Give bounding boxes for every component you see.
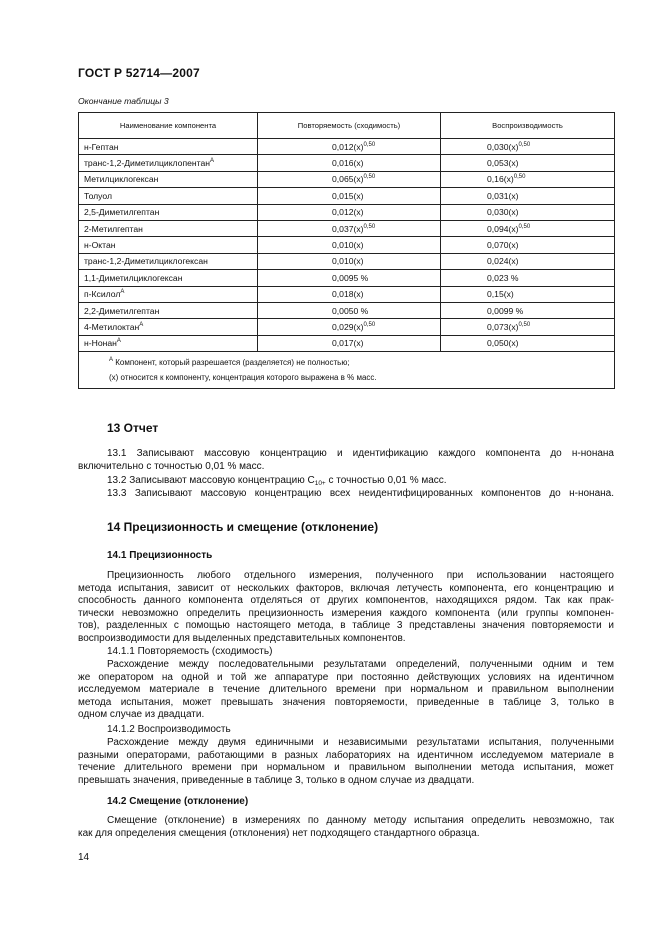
table-row [79,286,615,302]
paragraph-13-3: 13.3 Записывают массовую концентрацию всех неидентифицированных компонентов до н-нонана. [107,487,614,499]
text-line: метода испытания, зависит от нескольких факторов, включая летучесть компонента, его концентрацию и [78,582,614,594]
table-cell: $0,037(x)^{0,50}$ [258,220,441,236]
table-row [79,204,615,220]
table-cell: п-Ксилол$^A$ [79,286,258,302]
table-cell: 0,0095 % [258,270,441,286]
table-cell: 0,050(x) [441,335,615,351]
table-cell: 2,5-Диметилгептан [79,204,258,220]
table-cell: $0,16(x)^{0,50}$ [441,171,615,187]
table-row [79,270,615,286]
section-14-2-body [78,815,614,840]
text-line: тически невозможно определить прецизионность измерения каждого компонента (или группы компонен- [78,607,614,619]
table-cell: 0,031(x) [441,188,615,204]
table-row [79,171,615,187]
text-line: Прецизионность любого отдельного измерения, полученного при использовании настоящего [107,570,614,581]
section-14-1-title: 14.1 Прецизионность [107,550,213,561]
table-row [79,188,615,204]
text-line: Смещение (отклонение) в измерениях по данному методу испытания определить невозможно, так [107,815,614,826]
table-cell: 0,0099 % [441,302,615,318]
table-row [79,139,615,155]
table-cell: 0,016(x) [258,155,441,171]
paragraph-13-1: 13.1 Записывают массовую концентрацию и идентификацию каждого компонента до н-нонана [107,448,614,459]
section-14-1-2-title: 14.1.2 Воспроизводимость [107,724,231,735]
paragraph-13-1-cont: включительно с точностью 0,01 % масс. [78,460,265,472]
table-cell: н-Гептан [79,139,258,155]
table-cell: 0,070(x) [441,237,615,253]
table-cell: $0,094(x)^{0,50}$ [441,220,615,236]
table-cell: 1,1-Диметилциклогексан [79,270,258,286]
table-cell: 0,0050 % [258,302,441,318]
table-cell: $0,030(x)^{0,50}$ [441,139,615,155]
section-13-body [78,448,614,500]
page-number: 14 [78,852,90,863]
section-14-1-1-title: 14.1.1 Повторяемость (сходимость) [107,646,273,657]
table-cell: $0,065(x)^{0,50}$ [258,171,441,187]
components-table [78,112,615,389]
table-cell: Толуол [79,188,258,204]
table-cell: транс-1,2-Диметилциклопентан$^A$ [79,155,258,171]
table-cell: 0,018(x) [258,286,441,302]
text-line: одном случае из двадцати. [78,709,205,721]
text-line: воспроизводимости для выделенных представительных компонентов. [78,632,406,644]
table-cell: 2,2-Диметилгептан [79,302,258,318]
table-cell: 0,012(x) [258,204,441,220]
table-cell: $0,012(x)^{0,50}$ [258,139,441,155]
text-line: течение длительного времени при нормальном и правильном выполнении метода испытания, может [78,762,614,774]
table-notes-row [79,352,615,389]
table-cell: Метилциклогексан [79,171,258,187]
table-cell: транс-1,2-Диметилциклогексан [79,253,258,269]
note-a: $^A$ Компонент, который разрешается (разделяется) не полностью; [109,357,350,368]
table-cell: 0,015(x) [258,188,441,204]
text-line: способность данного компонента отделяться от других компонентов, находящихся рядом. Так как прак- [78,595,614,607]
text-line: разными операторами, работающими в разных лабораториях на идентичном исследуемом материале в [78,749,614,761]
table-cell: $0,029(x)^{0,50}$ [258,319,441,335]
text-line: же оператором на одной и той же аппаратуре при постоянно действующих условиях на идентичном [78,671,614,683]
table-header-row [79,113,615,139]
table-row [79,319,615,335]
table-cell: 2-Метилгептан [79,220,258,236]
text-line: как для определения смещения (отклонения) нет подходящего стандартного образца. [78,827,480,839]
table-cell: н-Октан [79,237,258,253]
table-cell: 0,010(x) [258,237,441,253]
table-notes [79,352,615,389]
text-line: Расхождение между последовательными результатами определений, полученными одним и тем [107,659,614,670]
table-row [79,335,615,351]
column-header: Наименование компонента [79,113,258,139]
table-row [79,220,615,236]
table-row [79,155,615,171]
section-13-title: 13 Отчет [107,421,159,435]
table-cell: $0,073(x)^{0,50}$ [441,319,615,335]
section-14-1-2-body [78,737,614,787]
table-row [79,302,615,318]
text-line: Расхождение между двумя единичными и независимыми результатами испытания, полученными [107,737,614,748]
table-cell: 0,023 % [441,270,615,286]
text-line: исследуемом материале в течение длительного времени при нормальном и правильном выполнении [78,684,614,696]
section-14-title: 14 Прецизионность и смещение (отклонение) [107,520,379,534]
column-header: Повторяемость (сходимость) [258,113,441,139]
text-line: превышать значения, приведенные в таблице 3, только в одном случае из двадцати. [78,774,475,786]
paragraph-13-2: 13.2 Записывают массовую концентрацию $С_{10+}$ с точностью 0,01 % масс. [107,475,447,488]
document-header: ГОСТ Р 52714—2007 [78,66,200,80]
table-cell: 0,053(x) [441,155,615,171]
table-caption: Окончание таблицы 3 [78,96,169,106]
table-cell: н-Нонан$^A$ [79,335,258,351]
table-cell: 0,030(x) [441,204,615,220]
table-cell: 0,15(x) [441,286,615,302]
table-row [79,253,615,269]
note-x: (x) относится к компоненту, концентрация которого выражена в % масс. [109,373,377,383]
text-line: метода испытания, может превышать значения повторяемости, приведенные в таблице 3, только в [78,696,614,708]
section-14-1-1-body [78,659,614,722]
section-14-1-body [78,570,614,646]
text-line: тов), разделенных с помощью настоящего метода, в таблице 3 представлены значения повторяемости и [78,620,614,632]
table-cell: 0,017(x) [258,335,441,351]
section-14-2-title: 14.2 Смещение (отклонение) [107,796,249,807]
table-row [79,237,615,253]
table-cell: 0,010(x) [258,253,441,269]
column-header: Воспроизводимость [441,113,615,139]
table-cell: 0,024(x) [441,253,615,269]
table-cell: 4-Метилоктан$^A$ [79,319,258,335]
